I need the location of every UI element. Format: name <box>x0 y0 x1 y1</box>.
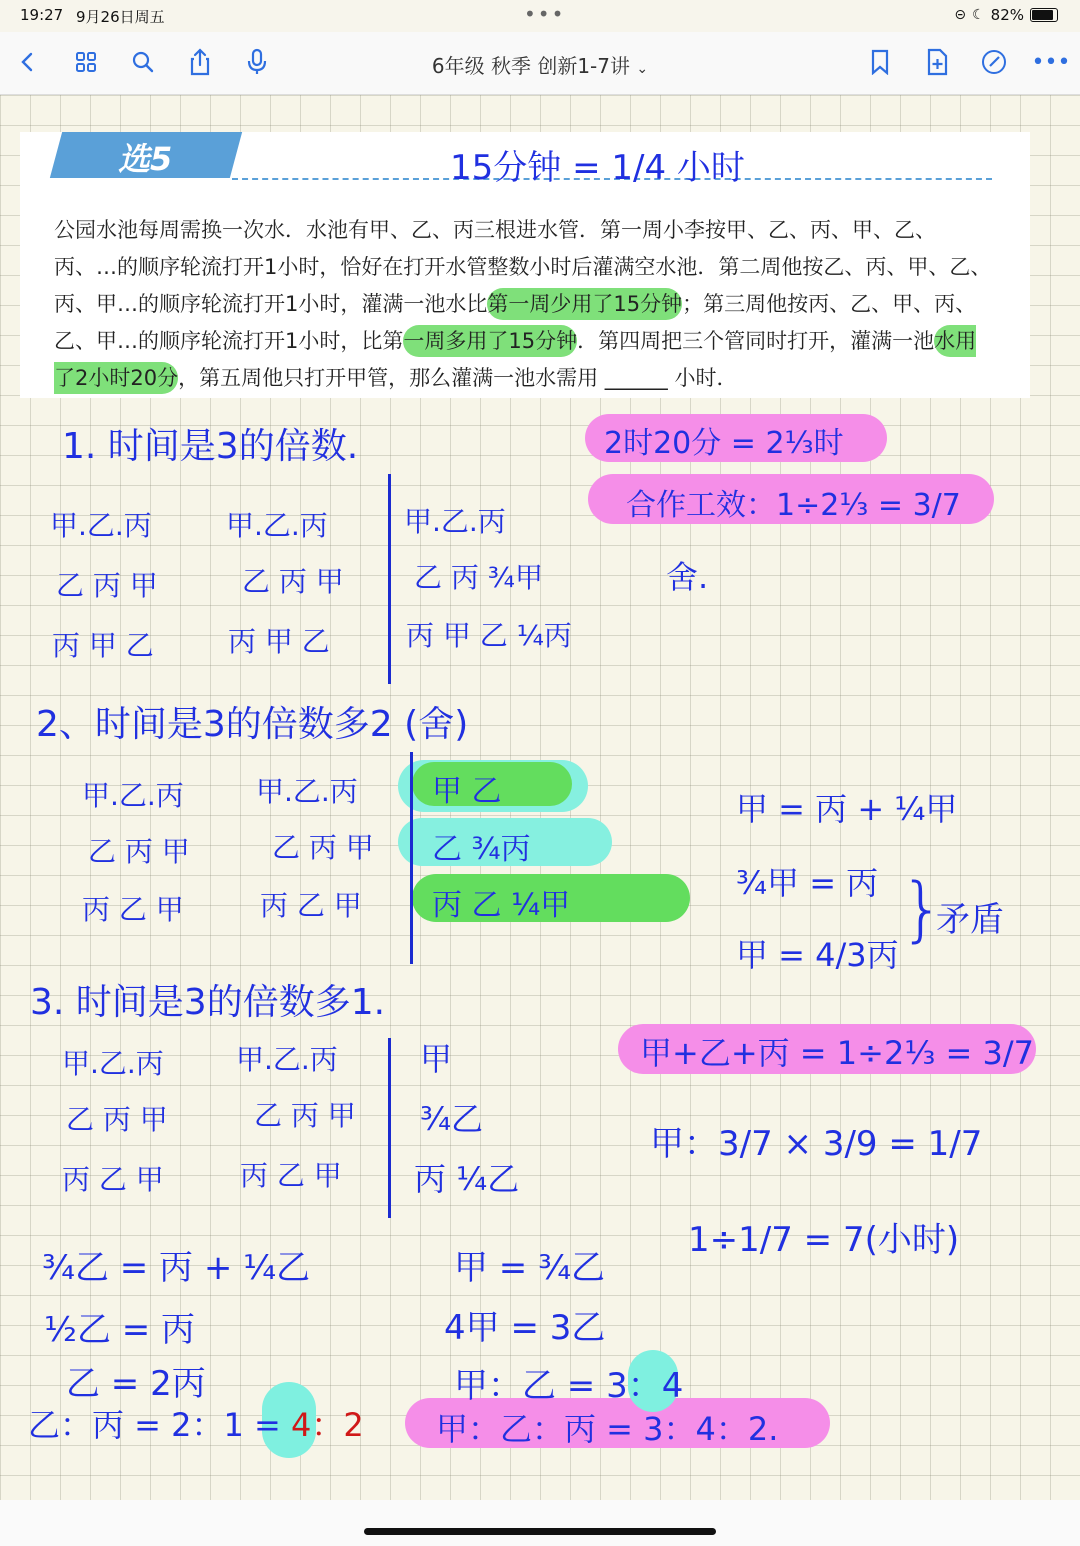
case2-r3c3: 丙 乙 ¼甲 <box>432 888 571 923</box>
left-eq4-ratio-b: ：2 <box>311 1406 364 1444</box>
document-title[interactable]: 6年级 秋季 创新1-7讲 ⌄ <box>431 54 649 78</box>
case2-r2c3: 乙 ¾丙 <box>432 832 531 867</box>
highlight-1: 第一周少用了15分钟 <box>487 288 682 320</box>
left-eq4-text: 乙：丙 = 2：1 = <box>28 1406 292 1444</box>
case3-r3c2: 丙 乙 甲 <box>240 1159 342 1192</box>
pink1-text: 2时20分 = 2⅓时 <box>604 426 844 461</box>
header-note: 15分钟 = 1/4 小时 <box>450 148 745 188</box>
status-bar <box>0 0 1080 30</box>
case2-r3c2: 丙 乙 甲 <box>260 889 362 922</box>
link-icon: ⊝ <box>954 7 967 23</box>
brace-icon: } <box>900 868 945 950</box>
mid-eq3-text: 甲：乙 = 3： <box>454 1366 662 1406</box>
case3-r3c3: 丙 ¼乙 <box>414 1160 520 1198</box>
home-indicator[interactable] <box>364 1528 716 1535</box>
mid-eq2: 4甲 = 3乙 <box>444 1308 606 1348</box>
highlight-3: 水用了2小时20分 <box>54 325 976 394</box>
left-eq1: ¾乙 = 丙 + ¼乙 <box>42 1248 311 1288</box>
bookmark-icon[interactable] <box>864 46 896 78</box>
case1-r3c2: 丙 甲 乙 <box>228 625 330 658</box>
pink3-text: 甲+乙+丙 = 1÷2⅓ = 3/7 <box>640 1034 1034 1072</box>
case1-r2c3: 乙 丙 ¾甲 <box>414 561 543 594</box>
problem-text-part3: ．第四周把三个管同时打开，灌满一池 <box>577 329 935 353</box>
add-page-icon[interactable] <box>921 46 953 78</box>
case3-r1c2: 甲.乙.丙 <box>236 1043 338 1076</box>
divider-case3 <box>388 1038 391 1218</box>
problem-text-part1: 公园水池每周需换一次水．水池有甲、乙、丙三根进水管．第一周小李按甲、乙、丙、甲、乙、丙、…的顺序轮流打开1小时，恰好在打开水管整数小时后灌满空水池．第二周他按乙、丙、甲、乙、丙、甲…的顺序轮流打开1小时，灌满一池水比 <box>54 218 992 316</box>
pink4-text: 甲：乙：丙 = 3：4：2. <box>436 1410 779 1448</box>
case3-r1c1: 甲.乙.丙 <box>62 1047 164 1080</box>
case2-r2c1: 乙 丙 甲 <box>88 835 190 868</box>
case2-eq3: 甲 = 4/3丙 <box>736 936 899 974</box>
case1-r1c1: 甲.乙.丙 <box>50 509 152 542</box>
status-time: 19:27 <box>20 6 64 24</box>
case1-r2c1: 乙 丙 甲 <box>56 569 158 602</box>
case1-title: 1. 时间是3的倍数. <box>62 426 359 467</box>
case1-r3c3: 丙 甲 乙 ¼丙 <box>406 619 572 652</box>
problem-text-part2: ；第三周他按丙、乙、甲、丙、乙、甲…的顺序轮流打开1小时，比第 <box>54 292 977 353</box>
case2-eq1: 甲 = 丙 + ¼甲 <box>736 790 958 828</box>
battery-icon <box>1030 8 1058 22</box>
toolbar <box>0 32 1080 95</box>
chevron-down-icon: ⌄ <box>636 61 649 77</box>
case1-r1c3: 甲.乙.丙 <box>404 505 506 538</box>
case3-r3c1: 丙 乙 甲 <box>62 1163 164 1196</box>
battery-percent: 82% <box>990 6 1024 24</box>
case1-r1c2: 甲.乙.丙 <box>226 509 328 542</box>
pen-icon[interactable] <box>978 46 1010 78</box>
calc1: 甲：3/7 × 3/9 = 1/7 <box>650 1124 983 1164</box>
mid-eq1: 甲 = ¾乙 <box>454 1248 606 1288</box>
case1-r2c2: 乙 丙 甲 <box>242 565 344 598</box>
left-eq2: ½乙 = 丙 <box>44 1310 196 1350</box>
case2-eq2: ¾甲 = 丙 <box>736 864 879 902</box>
divider-case1 <box>388 474 391 684</box>
moon-icon: ☾ <box>972 7 985 23</box>
case3-title: 3. 时间是3的倍数多1. <box>30 982 386 1023</box>
highlight-2: 一周多用了15分钟 <box>403 325 577 357</box>
case3-r2c2: 乙 丙 甲 <box>254 1099 356 1132</box>
mid-eq3-ratio: 4 <box>661 1366 684 1406</box>
pink2-text: 合作工效：1÷2⅓ = 3/7 <box>626 488 961 523</box>
problem-text-part4: ，第五周他只打开甲管，那么灌满一池水需用 ______ 小时． <box>178 366 738 390</box>
case3-r1c3: 甲 <box>420 1040 453 1078</box>
case2-r2c2: 乙 丙 甲 <box>272 831 374 864</box>
case2-note: 矛盾 <box>936 900 1004 940</box>
bottom-bar <box>0 1500 1080 1546</box>
case1-r3c1: 丙 甲 乙 <box>52 629 154 662</box>
more-icon[interactable]: ••• <box>1031 49 1071 75</box>
status-date: 9月26日周五 <box>76 8 165 26</box>
calc2: 1÷1/7 = 7(小时) <box>688 1220 960 1260</box>
case2-r1c1: 甲.乙.丙 <box>82 779 184 812</box>
divider-case2 <box>410 752 413 964</box>
case2-r3c1: 丙 乙 甲 <box>82 893 184 926</box>
left-eq4-ratio-a: 4 <box>291 1406 312 1444</box>
case2-title: 2、时间是3的倍数多2 (舍) <box>36 704 469 745</box>
case3-r2c1: 乙 丙 甲 <box>66 1103 168 1136</box>
case3-r2c3: ¾乙 <box>420 1100 484 1138</box>
problem-badge: 选5 <box>118 140 173 178</box>
problem-text <box>54 212 994 397</box>
multitask-dots-icon[interactable]: ••• <box>524 2 566 26</box>
left-eq3: 乙 = 2丙 <box>66 1364 206 1404</box>
left-eq4 <box>28 1400 364 1446</box>
case2-r1c3: 甲 乙 <box>432 774 502 809</box>
case2-r1c2: 甲.乙.丙 <box>256 775 358 808</box>
status-right <box>954 6 1058 24</box>
mid-eq3 <box>454 1358 683 1407</box>
case1-result: 舍. <box>666 558 709 596</box>
